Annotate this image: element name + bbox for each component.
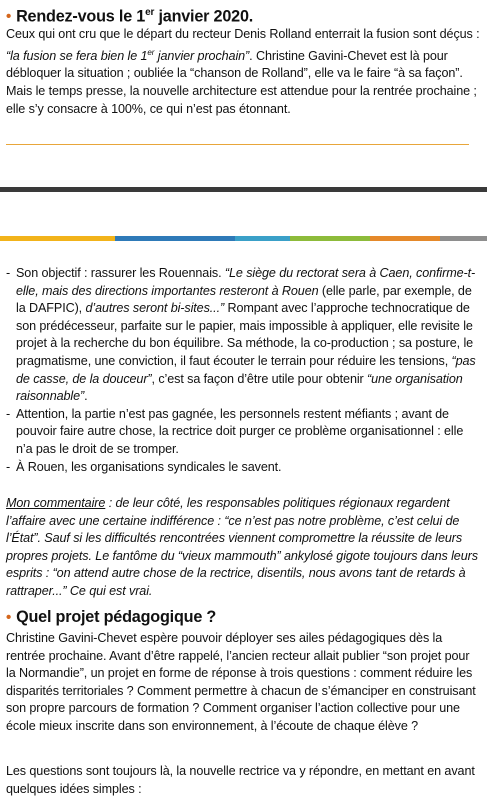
section-heading-rendez-vous: • Rendez-vous le 1er janvier 2020. bbox=[6, 7, 254, 26]
bullet-icon: • bbox=[6, 8, 12, 26]
color-strip-segment bbox=[235, 236, 290, 241]
commentary-paragraph: Mon commentaire : de leur côté, les responsables politiques régionaux regardent l’affaire avec une certaine indifférence : “ce n’est pas notre problème, c’est celui de l’État”. Sauf si les difficultés rencontrées viennent compromettre la réussite de leurs propres projets. Le fantôme du “vieux mammouth” ankylosé gigote toujours dans leurs esprits : “on attend autre chose de la rectrice, disentils, nous avons tant de retards à rattraper...” Ce qui est vrai. bbox=[6, 496, 478, 598]
color-strip-segment bbox=[0, 236, 115, 241]
paragraph-projet: Christine Gavini-Chevet espère pouvoir déployer ses ailes pédagogiques dès la rentrée prochaine. Avant d’être rappelé, l’ancien recteur allait publier “son projet pour la Normandie”, un projet en forme de réponse à trois questions : comment réduire les disparités territoriales ? Comment permettre à chacun de s’émanciper en construisant son propre parcours de formation ? Comment organiser l’action collective pour une école mieux inscrite dans son environnement, à l’écoute de chaque élève ? bbox=[6, 631, 476, 733]
list-item: - À Rouen, les organisations syndicales le savent. bbox=[6, 459, 282, 474]
divider-orange bbox=[6, 144, 469, 145]
paragraph-questions: Les questions sont toujours là, la nouvelle rectrice va y répondre, en mettant en avant quelques idées simples : bbox=[6, 764, 475, 796]
paragraph-fusion: Ceux qui ont cru que le départ du recteur Denis Rolland enterrait la fusion sont déçus : “la fusion se fera bien le 1er janvier prochain”. Christine Gavini-Chevet est là pour débloquer la situation ; oubliée la “chanson de Rolland”, elle va le faire “à sa façon”. Mais le temps presse, la nouvelle architecture est attendue pour la rentrée prochaine ; elle s’y consacre à 100%, ce qui n’est pas étonnant. bbox=[6, 27, 480, 116]
dash-list bbox=[6, 265, 478, 476]
color-strip-segment bbox=[440, 236, 487, 241]
list-item: - Son objectif : rassurer les Rouennais. “Le siège du rectorat sera à Caen, confirme-t-elle, mais des directions importantes resteront à Rouen (elle parle, par exemple, de la DAFPIC), d’autres seront bi-sites...” Rompant avec l’approche technocratique de son prédécesseur, parfaite sur le papier, mais impossible à appliquer, elle revisite le projet à la recherche du bon équilibre. Sa méthode, la co-production ; sa posture, le pragmatisme, une conviction, il faut écouter le terrain pour réduire les tensions, “pas de casse, de la douceur”, c’est sa façon d’être utile pour obtenir “une organisation raisonnable”. bbox=[6, 266, 476, 404]
bullet-icon: • bbox=[6, 609, 12, 626]
list-item: - Attention, la partie n’est pas gagnée, les personnels restent méfiants ; avant de pouvoir faire autre chose, la rectrice doit purger ce problème organisationnel : elle n’a pas le droit de se tromper. bbox=[6, 406, 464, 456]
color-strip bbox=[0, 236, 487, 241]
color-strip-segment bbox=[290, 236, 370, 241]
color-strip-segment bbox=[115, 236, 235, 241]
section-heading-projet: • Quel projet pédagogique ? bbox=[6, 608, 217, 626]
color-strip-segment bbox=[370, 236, 440, 241]
section-separator-bar bbox=[0, 187, 487, 192]
